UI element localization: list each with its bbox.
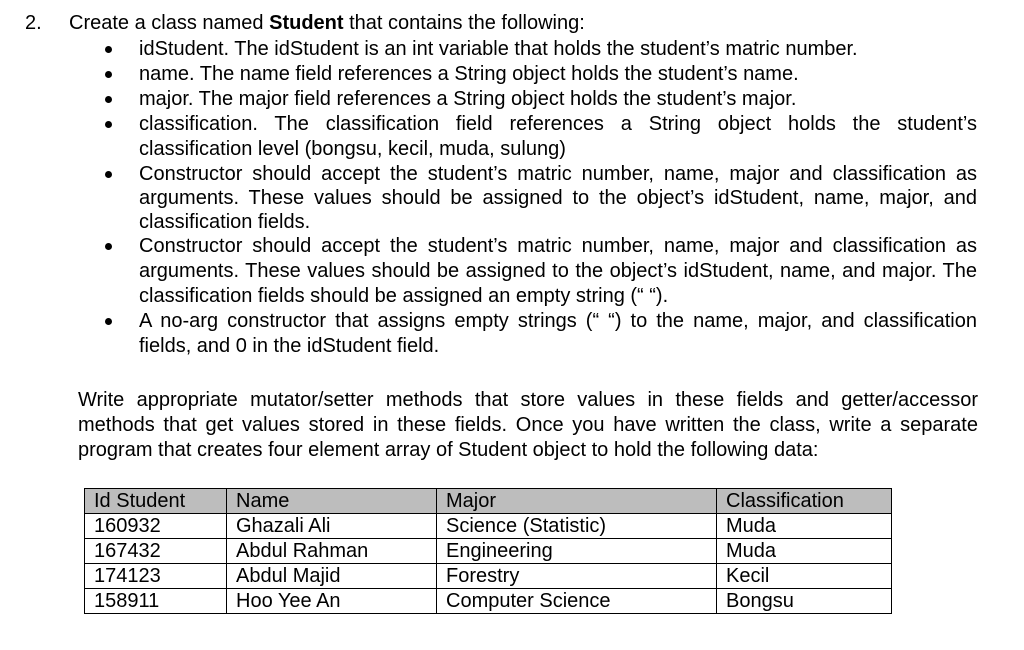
list-item [0, 234, 1024, 309]
bullet-icon [105, 318, 112, 325]
cell-name: Ghazali Ali [227, 514, 437, 539]
list-item [0, 87, 1024, 112]
column-header-name: Name [227, 489, 437, 514]
list-item [0, 62, 1024, 87]
list-item-text: classification. The classification field references a String object holds the student’s classification level (bongsu, kecil, muda, sulung) [139, 113, 977, 160]
cell-major: Computer Science [437, 589, 717, 614]
cell-name: Abdul Majid [227, 564, 437, 589]
list-item-text: Constructor should accept the student’s matric number, name, major and classification as arguments. These values should be assigned to the object’s idStudent, name, major, and classification fields. [139, 163, 977, 233]
cell-major: Science (Statistic) [437, 514, 717, 539]
list-item-text: A no-arg constructor that assigns empty strings (“ “) to the name, major, and classification fields, and 0 in the idStudent field. [139, 310, 977, 357]
bullet-icon [105, 171, 112, 178]
bullet-icon [105, 96, 112, 103]
cell-id-student: 167432 [85, 539, 227, 564]
cell-name: Abdul Rahman [227, 539, 437, 564]
intro-text-after: that contains the following: [343, 12, 585, 34]
bullet-icon [105, 121, 112, 128]
bullet-icon [105, 46, 112, 53]
column-header-id-student: Id Student [85, 489, 227, 514]
class-name-bold: Student [269, 12, 344, 34]
cell-id-student: 174123 [85, 564, 227, 589]
cell-classification: Bongsu [717, 589, 892, 614]
requirements-list [0, 37, 1024, 359]
instructions-paragraph: Write appropriate mutator/setter methods that store values in these fields and getter/accessor methods that get values stored in these fields. Once you have written the class, write a separate program that creates four element array of Student object to hold the following data: [78, 389, 978, 461]
cell-major: Engineering [437, 539, 717, 564]
table-row [85, 589, 892, 614]
list-item-text: name. The name field references a String object holds the student’s name. [139, 63, 799, 85]
bullet-icon [105, 71, 112, 78]
list-item [0, 309, 1024, 359]
list-item [0, 112, 1024, 162]
question-number: 2. [25, 12, 42, 34]
table-row [85, 539, 892, 564]
column-header-major: Major [437, 489, 717, 514]
bullet-icon [105, 243, 112, 250]
cell-name: Hoo Yee An [227, 589, 437, 614]
student-data-table [84, 488, 892, 614]
table-row [85, 564, 892, 589]
cell-major: Forestry [437, 564, 717, 589]
list-item-text: idStudent. The idStudent is an int variable that holds the student’s matric number. [139, 38, 858, 60]
cell-classification: Kecil [717, 564, 892, 589]
intro-text-before: Create a class named [69, 12, 270, 34]
cell-classification: Muda [717, 514, 892, 539]
list-item [0, 162, 1024, 234]
cell-id-student: 158911 [85, 589, 227, 614]
cell-classification: Muda [717, 539, 892, 564]
question-intro [69, 10, 585, 36]
column-header-classification: Classification [717, 489, 892, 514]
list-item-text: Constructor should accept the student’s matric number, name, major and classification as arguments. These values should be assigned to the object’s idStudent, name, and major. The classification fields should be assigned an empty string (“ “). [139, 235, 977, 307]
list-item [0, 37, 1024, 62]
list-item-text: major. The major field references a String object holds the student’s major. [139, 88, 797, 110]
table-row [85, 514, 892, 539]
cell-id-student: 160932 [85, 514, 227, 539]
table-header-row [85, 489, 892, 514]
